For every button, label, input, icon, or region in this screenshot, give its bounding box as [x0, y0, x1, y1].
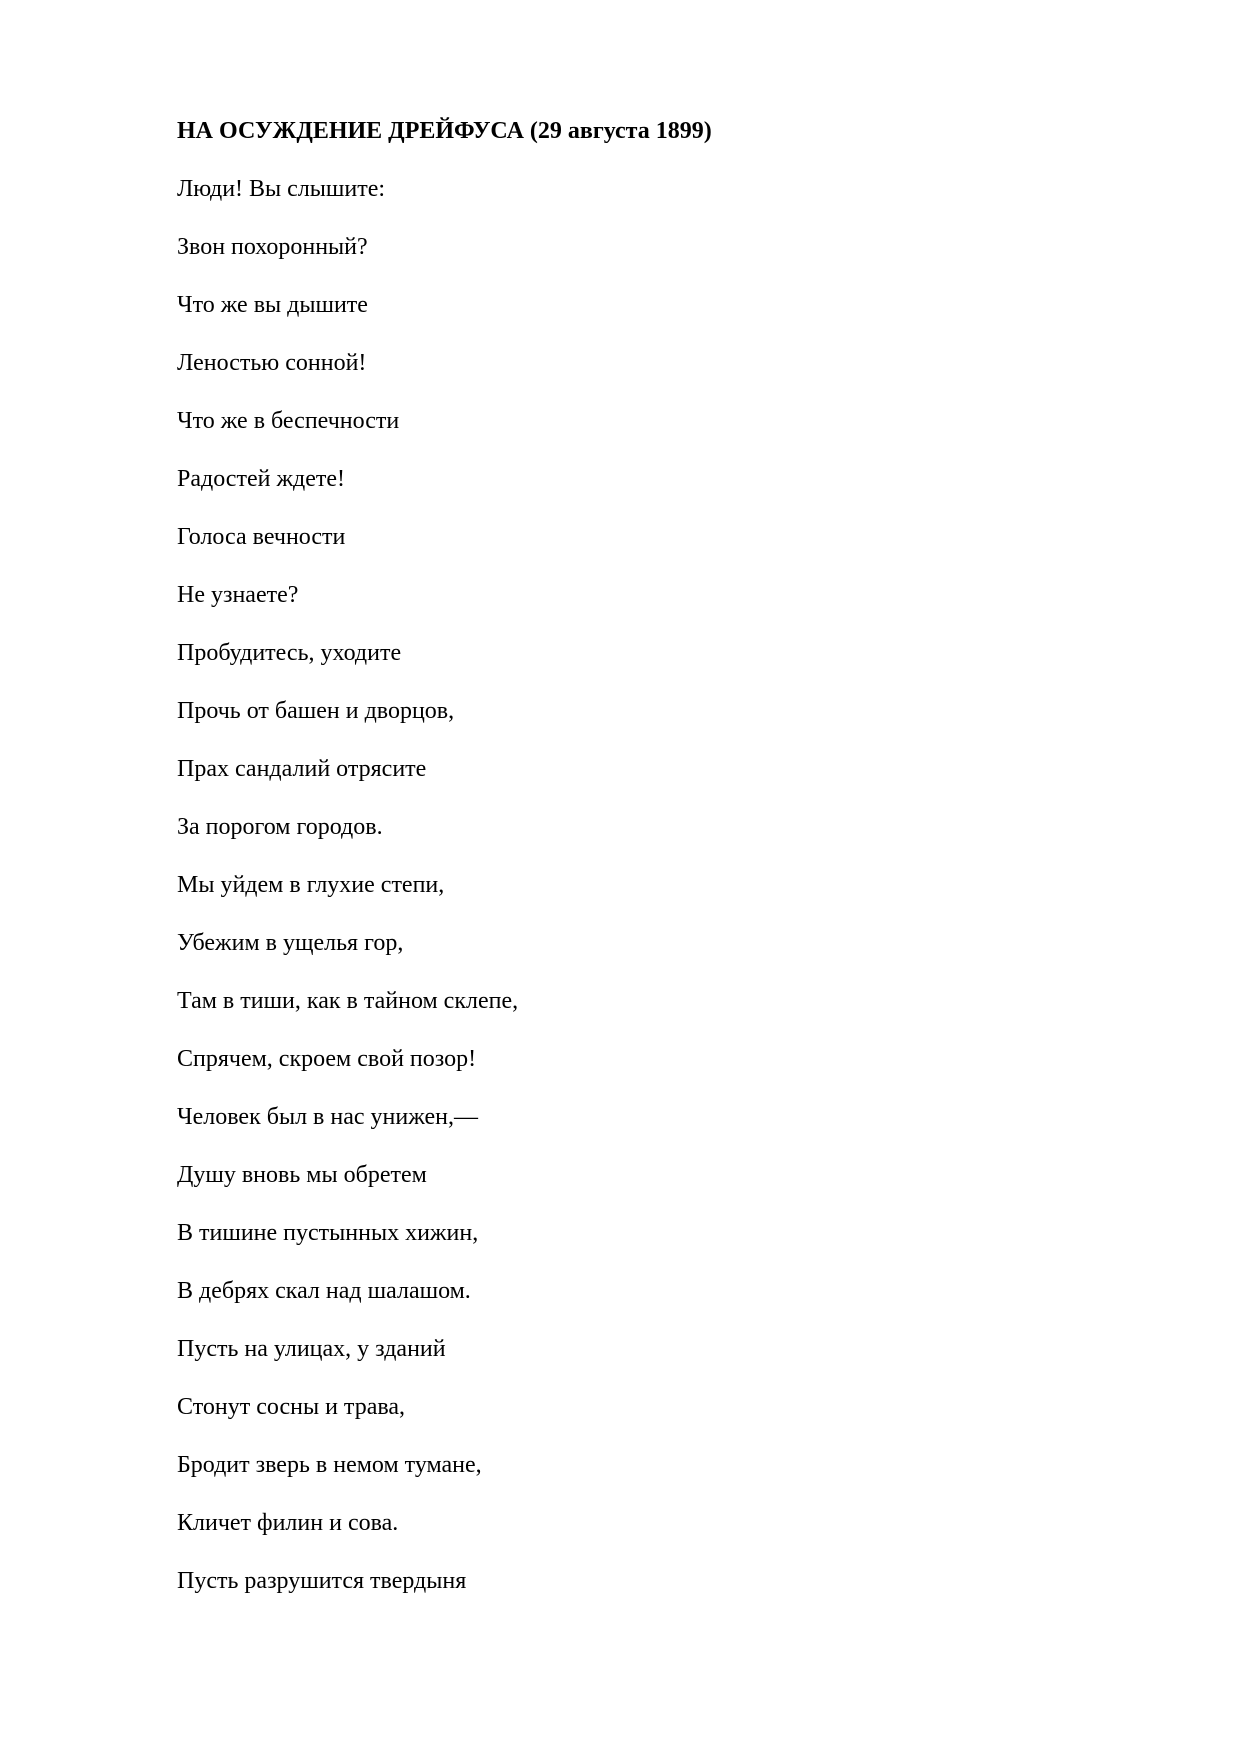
poem-line: Кличет филин и сова. [177, 1510, 399, 1536]
poem-line: Люди! Вы слышите: [177, 176, 386, 202]
poem-line: Убежим в ущелья гор, [177, 930, 404, 956]
poem-line: Бродит зверь в немом тумане, [177, 1452, 482, 1478]
poem-line: Прах сандалий отрясите [177, 756, 427, 782]
poem-line: Прочь от башен и дворцов, [177, 698, 455, 724]
poem-line: Радостей ждете! [177, 466, 346, 492]
poem-line: В дебрях скал над шалашом. [177, 1278, 471, 1304]
poem-line: Пусть на улицах, у зданий [177, 1336, 446, 1362]
poem-line: Леностью сонной! [177, 350, 367, 376]
poem-line: Человек был в нас унижен,— [177, 1104, 478, 1130]
poem-line: Спрячем, скроем свой позор! [177, 1046, 477, 1072]
poem-text [177, 174, 518, 1624]
poem-line: Стонут сосны и трава, [177, 1394, 406, 1420]
poem-line: В тишине пустынных хижин, [177, 1220, 479, 1246]
poem-title: НА ОСУЖДЕНИЕ ДРЕЙФУСА (29 августа 1899) [177, 118, 712, 144]
poem-line: Что же вы дышите [177, 292, 368, 318]
poem-line: Там в тиши, как в тайном склепе, [177, 988, 519, 1014]
poem-line: Пробудитесь, уходите [177, 640, 402, 666]
poem-line: Голоса вечности [177, 524, 346, 550]
poem-line: Что же в беспечности [177, 408, 400, 434]
poem-line: Звон похоронный? [177, 234, 368, 260]
poem-line: Пусть разрушится твердыня [177, 1568, 467, 1594]
poem-line: За порогом городов. [177, 814, 383, 840]
poem-line: Мы уйдем в глухие степи, [177, 872, 445, 898]
poem-line: Не узнаете? [177, 582, 299, 608]
poem-line: Душу вновь мы обретем [177, 1162, 427, 1188]
